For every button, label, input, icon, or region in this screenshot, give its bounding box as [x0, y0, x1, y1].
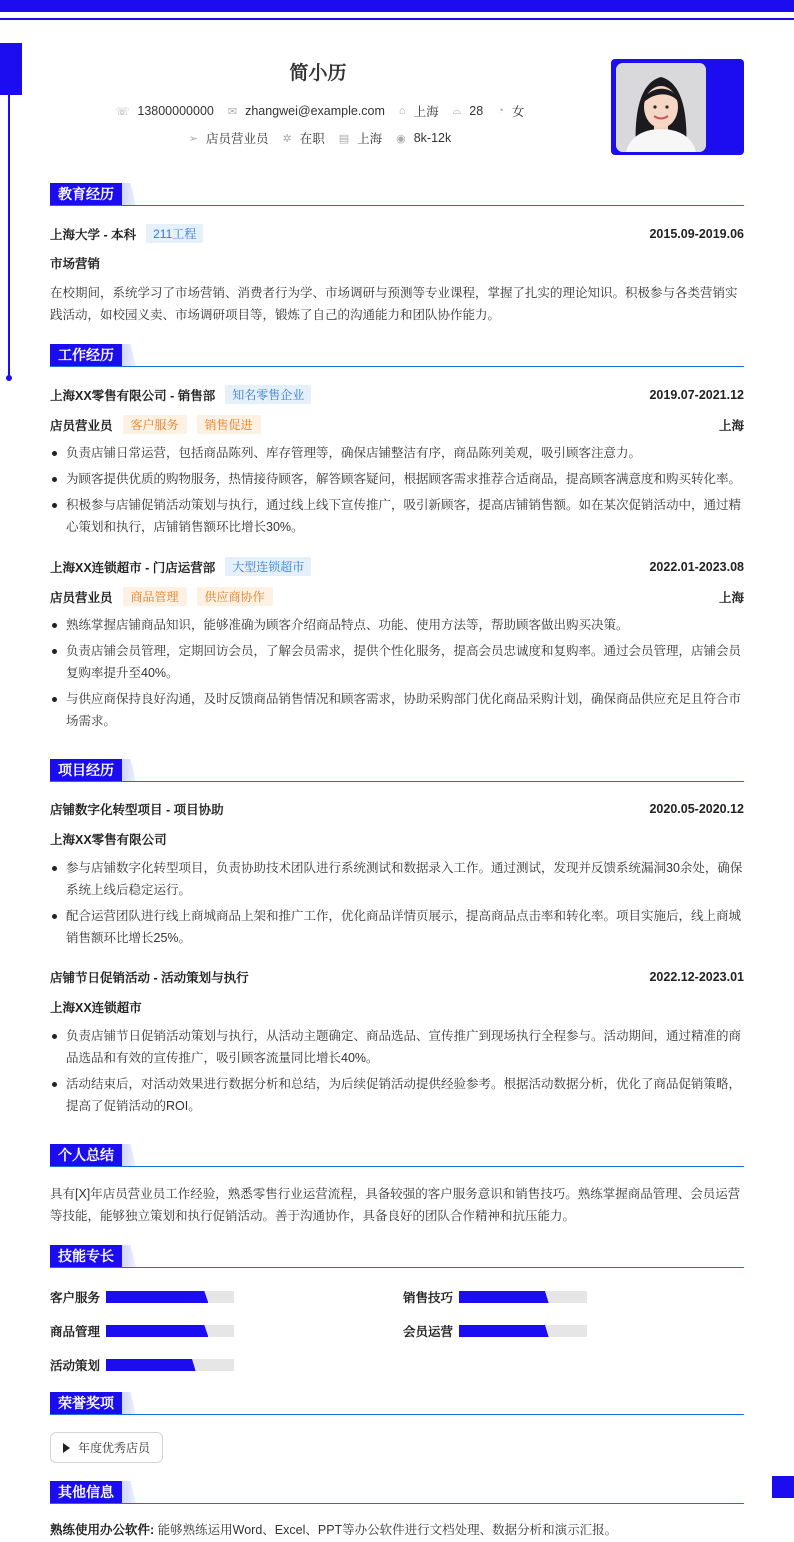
- work-location: 上海: [718, 418, 744, 433]
- skill-bar-fill: [106, 1325, 208, 1337]
- gender-item: [497, 102, 524, 120]
- age-item: [453, 102, 484, 120]
- role-tag: 销售促进: [197, 415, 261, 434]
- work-bullet: 负责店铺会员管理，定期回访会员，了解会员需求，提供个性化服务，提高会员忠诚度和复购率。通过会员管理，店铺会员复购率提升至40%。: [50, 640, 744, 684]
- skill-bar-fill: [106, 1291, 208, 1303]
- project-org-row: [50, 998, 744, 1016]
- summary-text: 具有[X]年店员营业员工作经验，熟悉零售行业运营流程，具备较强的客户服务意识和销售技巧。熟练掌握商品管理、会员运营等技能，能够独立策划和执行促销活动。善于沟通协作，具备良好的团队合作精神和抗压能力。: [50, 1187, 741, 1223]
- education-date: 2015.09-2019.06: [649, 226, 744, 241]
- salary-value: 8k-12k: [413, 131, 452, 145]
- phone-item: [116, 102, 214, 120]
- education-major-row: [50, 254, 744, 272]
- work-date: 2022.01-2023.08: [649, 559, 744, 574]
- profile-photo: [616, 63, 706, 152]
- top-accent-line: [0, 18, 794, 20]
- age-value: 28: [469, 104, 484, 118]
- skill-name: 会员运营: [403, 1325, 454, 1339]
- project-header: [50, 800, 744, 818]
- project-bullet: 负责店铺节日促销活动策划与执行，从活动主题确定、商品选品、宣传推广到现场执行全程参与。活动期间，通过精准的商品选品和有效的宣传推广，吸引顾客流量同比增长40%。: [50, 1025, 744, 1069]
- work-bullet: 与供应商保持良好沟通，及时反馈商品销售情况和顾客需求，协助采购部门优化商品采购计划，确保商品供应充足且符合市场需求。: [50, 688, 744, 732]
- work-header: [50, 557, 744, 576]
- section-title: 工作经历: [50, 344, 122, 366]
- section-other: [50, 1481, 744, 1505]
- other-label: 熟练使用办公软件:: [50, 1523, 155, 1537]
- send-icon: ➢: [188, 132, 198, 145]
- section-title: 项目经历: [50, 759, 122, 781]
- photo-frame: [611, 59, 744, 155]
- project-bullet: 配合运营团队进行线上商城商品上架和推广工作，优化商品详情页展示，提高商品点击率和转化率。项目实施后，线上商城销售额环比增长25%。: [50, 905, 744, 949]
- mail-icon: ✉: [227, 105, 238, 118]
- section-title: 技能专长: [50, 1245, 122, 1267]
- work-bullet: 积极参与店铺促销活动策划与执行，通过线上线下宣传推广，吸引新顾客，提高店铺销售额。如在某次促销活动中，通过精心策划和执行，店铺销售额环比增长30%。: [50, 494, 744, 538]
- skill-bar: [106, 1325, 234, 1337]
- project-date: 2020.05-2020.12: [649, 802, 744, 816]
- role-name: 店员营业员: [50, 418, 113, 433]
- position-value: 店员营业员: [205, 132, 269, 146]
- skill-item: [403, 1288, 587, 1306]
- status-item: [282, 129, 324, 147]
- gender-value: 女: [511, 105, 525, 119]
- right-accent-block: [772, 1476, 794, 1498]
- section-skills: [50, 1245, 744, 1269]
- section-divider: [50, 366, 744, 367]
- left-accent-block: [0, 43, 22, 95]
- skill-name: 活动策划: [50, 1359, 101, 1373]
- candidate-name: 简小历: [289, 63, 347, 84]
- project-org: 上海XX零售有限公司: [50, 833, 167, 847]
- other-info: [50, 1520, 617, 1538]
- section-title: 荣誉奖项: [50, 1392, 122, 1414]
- section-title-tail: [122, 1245, 136, 1267]
- section-title-tail: [122, 344, 136, 366]
- section-title: 个人总结: [50, 1144, 122, 1166]
- city-value: 上海: [413, 105, 439, 119]
- section-divider: [50, 1166, 744, 1167]
- work-header: [50, 385, 744, 404]
- section-title: 教育经历: [50, 183, 122, 205]
- building-icon: ▤: [338, 132, 350, 145]
- company-tag: 大型连锁超市: [225, 557, 311, 576]
- skill-bar: [459, 1291, 587, 1303]
- skill-bar-fill: [459, 1291, 549, 1303]
- skill-item: [50, 1322, 234, 1340]
- section-title-tail: [122, 759, 136, 781]
- salary-item: [396, 129, 451, 147]
- skill-name: 销售技巧: [403, 1291, 454, 1305]
- work-role-row: [50, 415, 744, 434]
- target-city-item: [339, 129, 382, 147]
- skill-name: 客户服务: [50, 1291, 101, 1305]
- role-tag: 商品管理: [123, 587, 187, 606]
- major-name: 市场营销: [50, 257, 101, 271]
- avatar-portrait: [616, 63, 706, 152]
- award-item[interactable]: [50, 1432, 163, 1463]
- section-awards: [50, 1392, 744, 1416]
- school-name: 上海大学 - 本科: [50, 227, 137, 242]
- gear-icon: ✲: [282, 132, 292, 145]
- skill-bar: [106, 1291, 234, 1303]
- education-header: [50, 224, 744, 243]
- school-tag: 211工程: [146, 224, 203, 243]
- project-bullet: 活动结束后，对活动效果进行数据分析和总结，为后续促销活动提供经验参考。根据活动数据分析，优化了商品促销策略，提高了促销活动的ROI。: [50, 1073, 744, 1117]
- section-summary: [50, 1144, 744, 1168]
- status-value: 在职: [299, 132, 325, 146]
- phone-value: 13800000000: [137, 104, 214, 118]
- section-divider: [50, 1414, 744, 1415]
- section-title-tail: [122, 183, 136, 205]
- role-tag: 供应商协作: [197, 587, 273, 606]
- section-title-tail: [122, 1392, 136, 1414]
- cake-icon: ⌓: [452, 104, 462, 117]
- project-title: 店铺数字化转型项目 - 项目协助: [50, 803, 224, 817]
- left-accent-line: [8, 43, 10, 379]
- company-name: 上海XX连锁超市 - 门店运营部: [50, 560, 216, 575]
- city-item: [399, 102, 439, 120]
- left-accent-dot: [6, 375, 12, 381]
- section-title-tail: [122, 1481, 136, 1503]
- company-tag: 知名零售企业: [225, 385, 311, 404]
- work-bullet: 负责店铺日常运营，包括商品陈列、库存管理等，确保店铺整洁有序，商品陈列美观，吸引顾客注意力。: [50, 442, 744, 464]
- skill-item: [403, 1322, 587, 1340]
- work-location: 上海: [718, 590, 744, 605]
- section-education: [50, 183, 744, 207]
- work-date: 2019.07-2021.12: [649, 387, 744, 402]
- other-text: 能够熟练运用Word、Excel、PPT等办公软件进行文档处理、数据分析和演示汇报。: [157, 1523, 618, 1537]
- job-intent-row: [60, 129, 580, 147]
- skill-item: [50, 1356, 234, 1374]
- skill-bar: [459, 1325, 587, 1337]
- project-bullet: 参与店铺数字化转型项目，负责协助技术团队进行系统测试和数据录入工作。通过测试，发现并反馈系统漏洞30余处，确保系统上线后稳定运行。: [50, 857, 744, 901]
- section-title: 其他信息: [50, 1481, 122, 1503]
- project-title: 店铺节日促销活动 - 活动策划与执行: [50, 971, 249, 985]
- skill-bar-fill: [106, 1359, 196, 1371]
- section-divider: [50, 1267, 744, 1268]
- triangle-right-icon: [63, 1443, 70, 1453]
- company-name: 上海XX零售有限公司 - 销售部: [50, 388, 216, 403]
- education-description: 在校期间，系统学习了市场营销、消费者行为学、市场调研与预测等专业课程，掌握了扎实的理论知识。积极参与各类营销实践活动，如校园义卖、市场调研项目等，锻炼了自己的沟通能力和团队协作能力。: [50, 286, 738, 322]
- award-name: 年度优秀店员: [78, 1441, 151, 1455]
- section-divider: [50, 1503, 744, 1504]
- position-item: [189, 129, 269, 147]
- skill-item: [50, 1288, 234, 1306]
- target-city-value: 上海: [357, 132, 383, 146]
- role-name: 店员营业员: [50, 590, 113, 605]
- skill-name: 商品管理: [50, 1325, 101, 1339]
- email-item: [228, 102, 385, 120]
- role-tag: 客户服务: [123, 415, 187, 434]
- project-date: 2022.12-2023.01: [649, 970, 744, 984]
- project-org: 上海XX连锁超市: [50, 1001, 142, 1015]
- section-title-tail: [122, 1144, 136, 1166]
- work-bullet: 为顾客提供优质的购物服务，热情接待顾客，解答顾客疑问，根据顾客需求推荐合适商品，提高顾客满意度和购买转化率。: [50, 468, 744, 490]
- project-org-row: [50, 830, 744, 848]
- top-accent-bar: [0, 0, 794, 12]
- work-role-row: [50, 587, 744, 606]
- work-bullet: 熟练掌握店铺商品知识，能够准确为顾客介绍商品特点、功能、使用方法等，帮助顾客做出购买决策。: [50, 614, 744, 636]
- project-header: [50, 968, 744, 986]
- section-divider: [50, 205, 744, 206]
- contact-row: [60, 102, 580, 120]
- gender-icon: ◔: [497, 105, 504, 117]
- home-icon: ⌂: [398, 105, 406, 117]
- coin-icon: ◉: [396, 132, 406, 145]
- section-project: [50, 759, 744, 783]
- skill-bar-fill: [459, 1325, 549, 1337]
- email-value: zhangwei@example.com: [245, 104, 385, 118]
- phone-icon: ☏: [115, 105, 130, 118]
- section-divider: [50, 781, 744, 782]
- skill-bar: [106, 1359, 234, 1371]
- section-work: [50, 344, 744, 368]
